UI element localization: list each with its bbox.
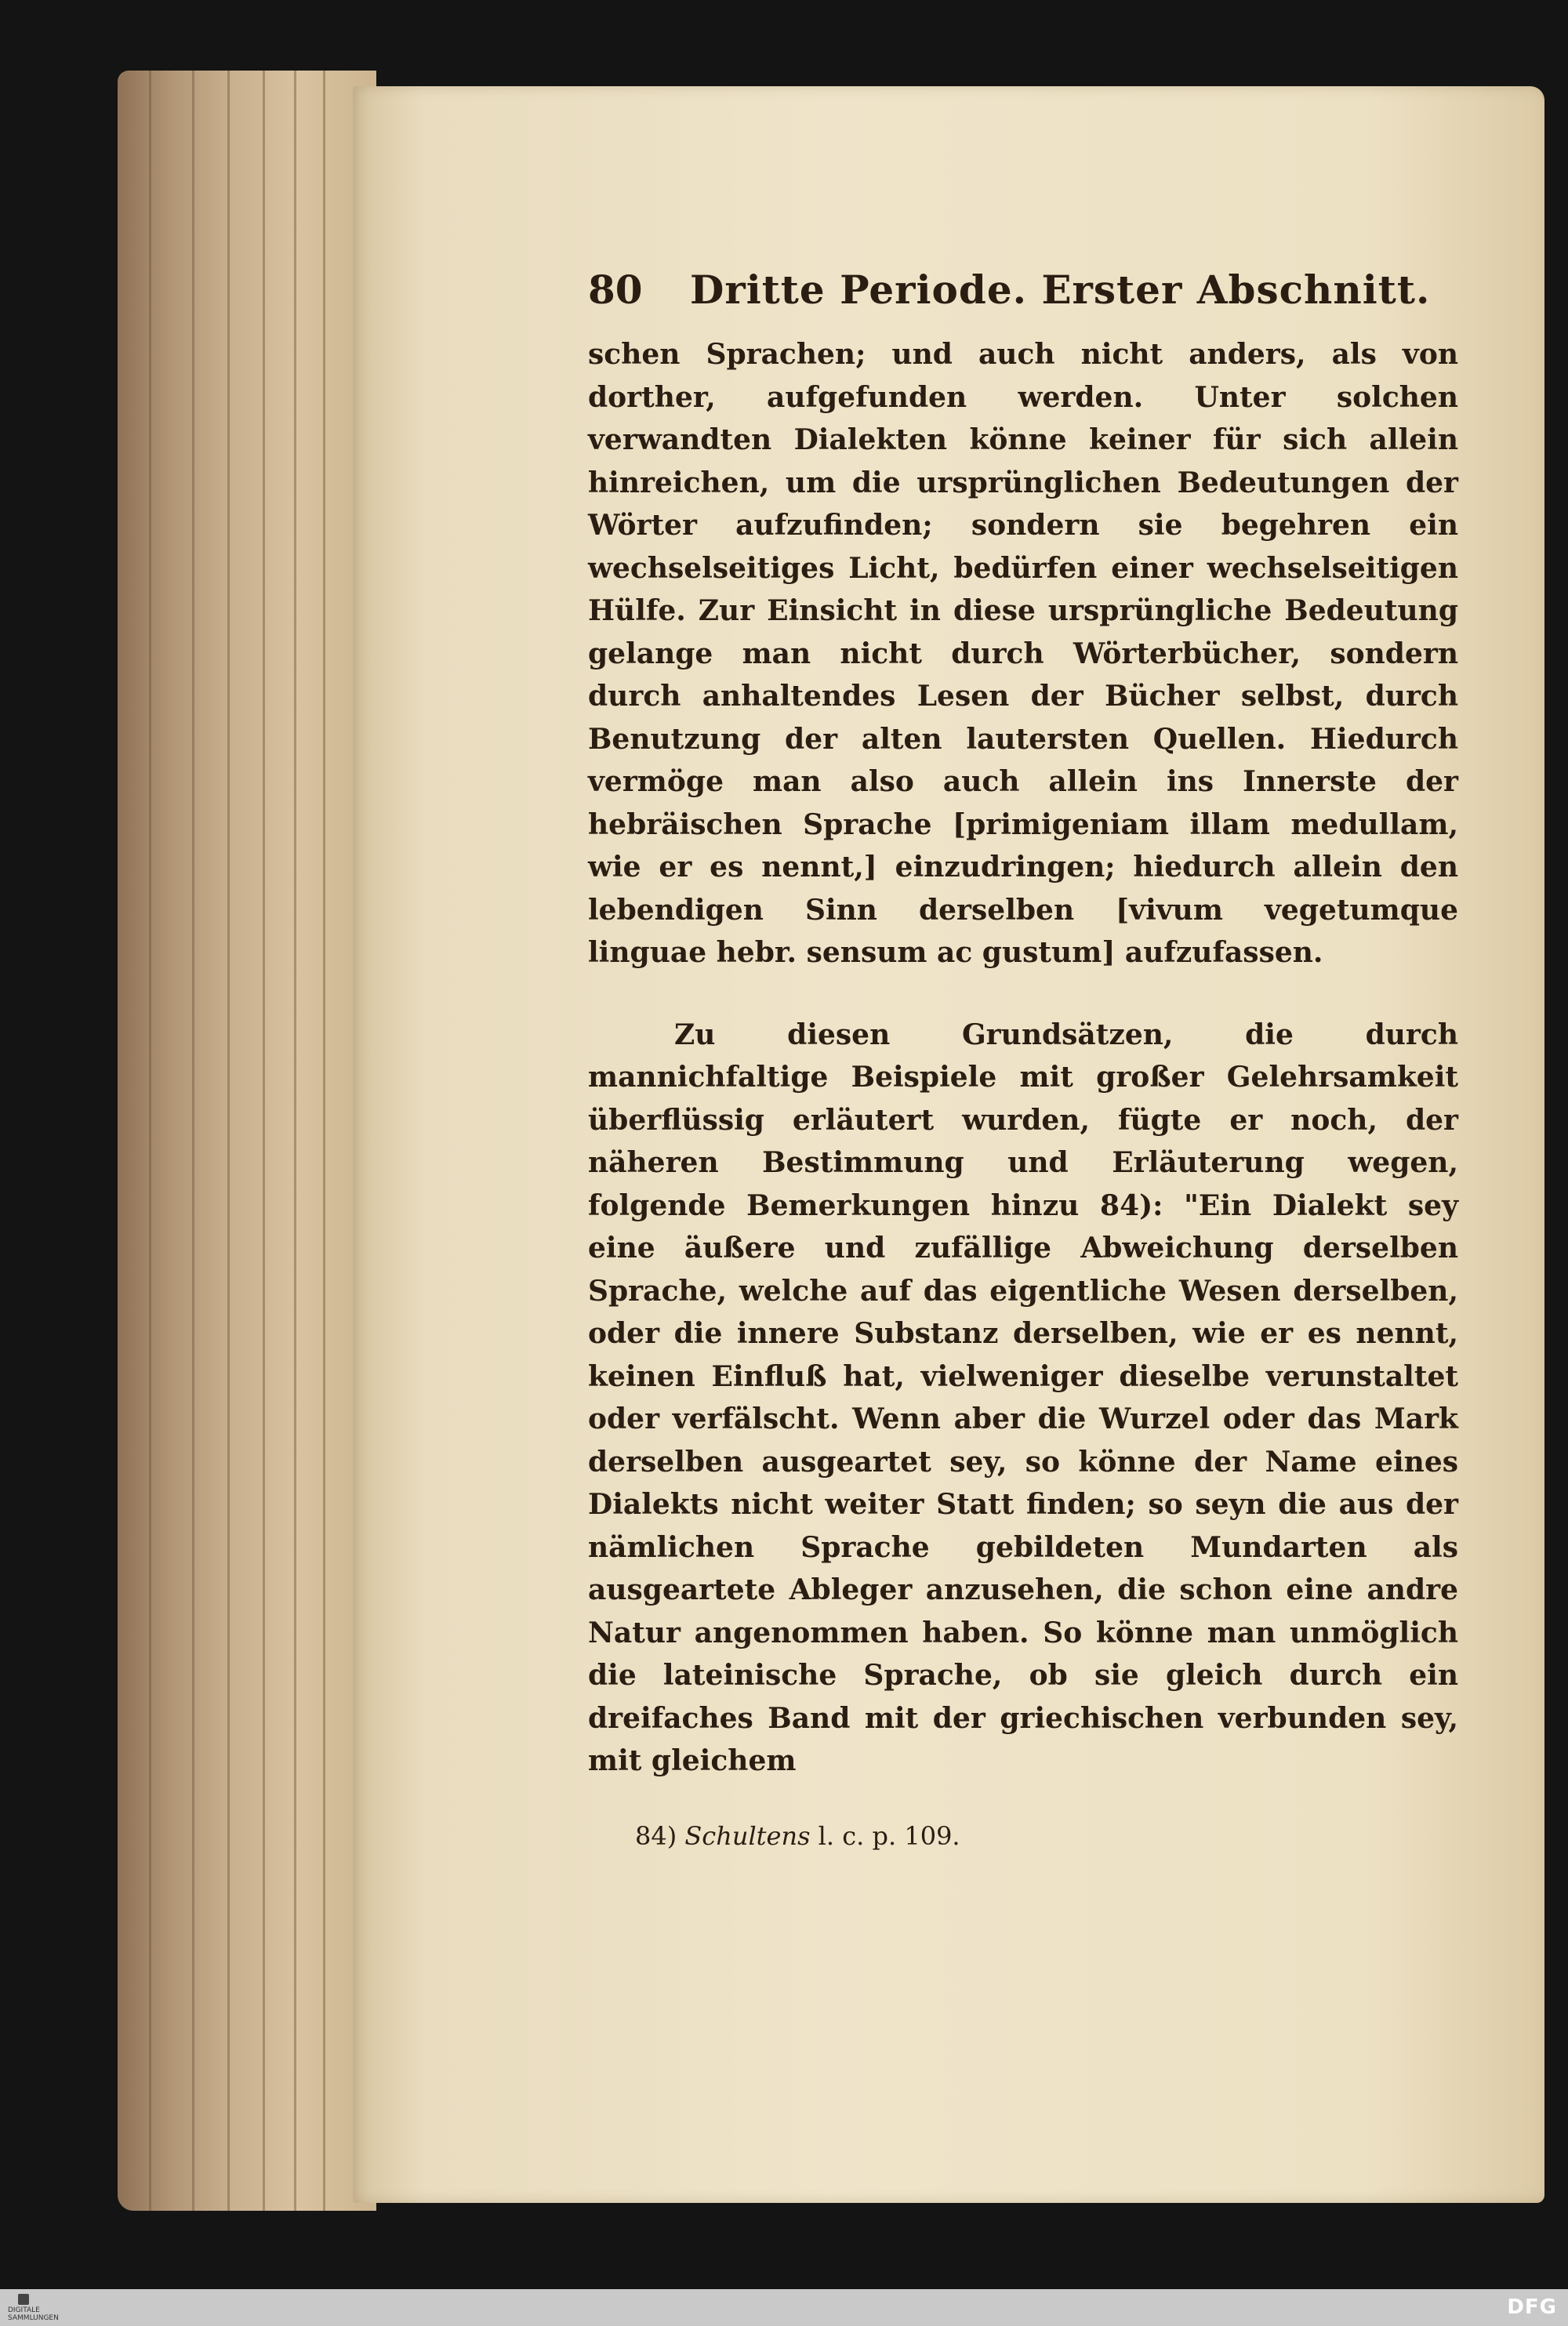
page-content — [588, 267, 1458, 1853]
viewer-footer-bar — [0, 2289, 1568, 2326]
dfg-credit[interactable]: DFG — [1507, 2295, 1557, 2319]
library-logo[interactable] — [8, 2294, 59, 2322]
footnote-reference: l. c. p. 109. — [818, 1820, 960, 1851]
page-edge-line — [192, 71, 194, 2211]
page-number: 80 — [588, 267, 643, 313]
footnote-marker: 84) — [635, 1820, 677, 1851]
footnote — [635, 1819, 1458, 1853]
running-title: Dritte Periode. Erster Abschnitt. — [690, 267, 1431, 313]
page-edge-line — [227, 71, 230, 2211]
paragraph-1: schen Sprachen; und auch nicht anders, als von dorther, aufgefunden werden. Unter solchen verwandten Dialekten könne keiner für sich allein hinreichen, um die ursprünglichen Bedeutungen der Wörter aufzufinden; sondern sie begehren ein wechselseitiges Licht, bedürfen einer wechselseitigen Hülfe. Zur Einsicht in diese ursprüngliche Bedeutung gelange man nicht durch Wörterbücher, sondern durch anhaltendes Lesen der Bücher selbst, durch Benutzung der alten lautersten Quellen. Hiedurch vermöge man also auch allein ins Innerste der hebräischen Sprache [primigeniam illam medullam, wie er es nennt,] einzudringen; hiedurch allein den lebendigen Sinn derselben [vivum vegetumque linguae hebr. sensum ac gustum] aufzufassen. — [588, 338, 1458, 969]
page-edges — [118, 71, 376, 2211]
page-edge-line — [294, 71, 296, 2211]
footnote-author: Schultens — [684, 1820, 811, 1851]
library-logo-icon — [18, 2294, 29, 2305]
library-logo-text: DIGITALE SAMMLUNGEN — [8, 2306, 59, 2322]
paragraph-2: Zu diesen Grundsätzen, die durch mannichfaltige Beispiele mit großer Gelehrsamkeit überflüssig erläutert wurden, fügte er noch, der näheren Bestimmung und Erläuterung wegen, folgende Bemerkungen hinzu 84): "Ein Dialekt sey eine äußere und zufällige Abweichung derselben Sprache, welche auf das eigentliche Wesen derselben, oder die innere Substanz derselben, wie er es nennt, keinen Einfluß hat, vielweniger dieselbe verunstaltet oder verfälscht. Wenn aber die Wurzel oder das Mark derselben ausgeartet sey, so könne der Name eines Dialekts nicht weiter Statt finden; so seyn die aus der nämlichen Sprache gebildeten Mundarten als ausgeartete Ableger anzusehen, die schon eine andre Natur angenommen haben. So könne man unmöglich die lateinische Sprache, ob sie gleich durch ein dreifaches Band mit der griechischen verbunden sey, mit gleichem — [588, 1018, 1458, 1777]
page-edge-line — [263, 71, 265, 2211]
page-edge-line — [323, 71, 325, 2211]
page-header — [588, 267, 1458, 313]
page-edge-line — [149, 71, 151, 2211]
